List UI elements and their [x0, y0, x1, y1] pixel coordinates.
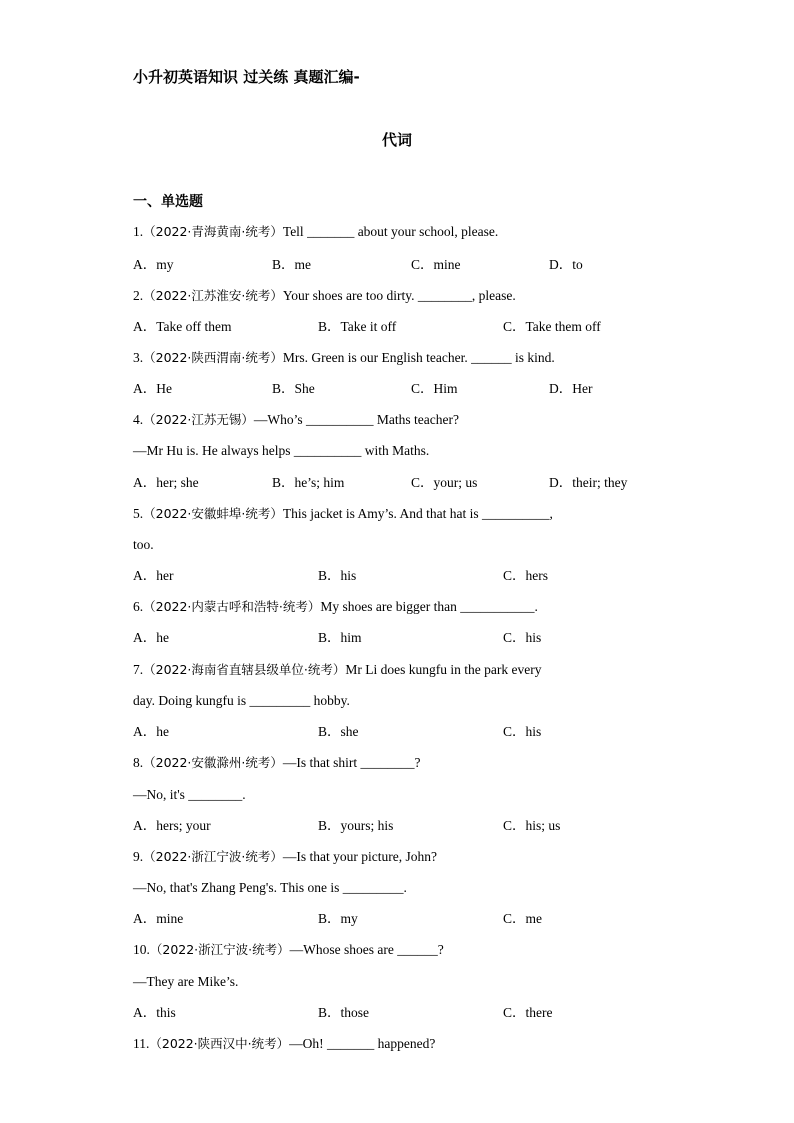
question-9-option-c[interactable]: C．me	[503, 911, 542, 926]
question-9-option-b[interactable]: B．my	[318, 911, 358, 926]
question-5-option-b[interactable]: B．his	[318, 568, 357, 583]
question-number: 6.	[133, 599, 144, 614]
question-8-option-b[interactable]: B．yours; his	[318, 818, 394, 833]
question-7-option-b[interactable]: B．she	[318, 724, 359, 739]
question-text: Mrs. Green is our English teacher. ______ is kind.	[282, 350, 555, 365]
question-source: （2022·内蒙古呼和浩特·统考）	[143, 599, 321, 614]
question-number: 5.	[133, 506, 144, 521]
question-number: 11.	[133, 1036, 150, 1051]
question-9-option-a[interactable]: A．mine	[133, 911, 184, 926]
question-10-continuation: —They are Mike’s.	[133, 974, 239, 989]
question-10-option-b[interactable]: B．those	[318, 1005, 370, 1020]
question-3-option-c[interactable]: C．Him	[411, 381, 458, 396]
question-source: （2022·海南省直辖县级单位·统考）	[143, 662, 346, 677]
question-4-option-b[interactable]: B．he’s; him	[272, 475, 345, 490]
question-5-continuation: too.	[133, 537, 154, 552]
question-6-option-c[interactable]: C．his	[503, 630, 542, 645]
question-2	[133, 287, 516, 305]
question-number: 4.	[133, 412, 144, 427]
question-1-option-c[interactable]: C．mine	[411, 257, 461, 272]
question-number: 3.	[133, 350, 144, 365]
question-2-option-a[interactable]: A．Take off them	[133, 319, 232, 334]
question-10-option-c[interactable]: C．there	[503, 1005, 553, 1020]
question-text: My shoes are bigger than ___________.	[320, 599, 538, 614]
question-4-option-a[interactable]: A．her; she	[133, 475, 199, 490]
question-text: —Is that your picture, John?	[282, 849, 437, 864]
question-4	[133, 411, 459, 429]
question-2-option-b[interactable]: B．Take it off	[318, 319, 397, 334]
question-number: 8.	[133, 755, 144, 770]
question-1-option-b[interactable]: B．me	[272, 257, 311, 272]
question-number: 1.	[133, 224, 144, 239]
question-source: （2022·浙江宁波·统考）	[149, 942, 290, 957]
question-text: —Who’s __________ Maths teacher?	[253, 412, 459, 427]
question-2-option-c[interactable]: C．Take them off	[503, 319, 601, 334]
question-8-option-c[interactable]: C．his; us	[503, 818, 561, 833]
question-4-option-d[interactable]: D．their; they	[549, 475, 628, 490]
question-number: 2.	[133, 288, 144, 303]
question-7-option-c[interactable]: C．his	[503, 724, 542, 739]
question-text: Your shoes are too dirty. ________, please.	[282, 288, 516, 303]
question-5	[133, 505, 553, 523]
question-7-option-a[interactable]: A．he	[133, 724, 169, 739]
question-10	[133, 941, 444, 959]
question-source: （2022·陕西汉中·统考）	[149, 1036, 290, 1051]
question-source: （2022·浙江宁波·统考）	[143, 849, 283, 864]
document-title: 小升初英语知识 过关练 真题汇编-	[133, 68, 360, 86]
document-subtitle: 代词	[381, 131, 412, 149]
question-7	[133, 661, 541, 679]
question-source: （2022·江苏淮安·统考）	[143, 288, 283, 303]
question-1-option-d[interactable]: D．to	[549, 257, 583, 272]
question-number: 7.	[133, 662, 144, 677]
question-text: Mr Li does kungfu in the park every	[345, 662, 542, 677]
question-6-option-b[interactable]: B．him	[318, 630, 362, 645]
question-9-continuation: —No, that's Zhang Peng's. This one is _________.	[133, 880, 407, 895]
question-number: 9.	[133, 849, 144, 864]
question-3-option-b[interactable]: B．She	[272, 381, 315, 396]
question-source: （2022·安徽滁州·统考）	[143, 755, 283, 770]
question-source: （2022·江苏无锡）	[143, 412, 254, 427]
question-4-continuation: —Mr Hu is. He always helps __________ with Maths.	[133, 443, 430, 458]
question-source: （2022·青海黄南·统考）	[143, 224, 283, 239]
question-6-option-a[interactable]: A．he	[133, 630, 169, 645]
question-1	[133, 223, 498, 241]
question-3-option-d[interactable]: D．Her	[549, 381, 593, 396]
question-7-continuation: day. Doing kungfu is _________ hobby.	[133, 693, 350, 708]
question-source: （2022·安徽蚌埠·统考）	[143, 506, 283, 521]
question-text: —Oh! _______ happened?	[289, 1036, 436, 1051]
section-heading: 一、单选题	[133, 194, 203, 210]
question-5-option-a[interactable]: A．her	[133, 568, 174, 583]
question-text: —Is that shirt ________?	[282, 755, 421, 770]
question-8	[133, 754, 421, 772]
question-text: This jacket is Amy’s. And that hat is __________,	[282, 506, 553, 521]
question-11	[133, 1035, 435, 1053]
question-number: 10.	[133, 942, 150, 957]
question-4-option-c[interactable]: C．your; us	[411, 475, 478, 490]
question-1-option-a[interactable]: A．my	[133, 257, 174, 272]
question-source: （2022·陕西渭南·统考）	[143, 350, 283, 365]
question-text: —Whose shoes are ______?	[289, 942, 444, 957]
question-8-option-a[interactable]: A．hers; your	[133, 818, 211, 833]
question-5-option-c[interactable]: C．hers	[503, 568, 548, 583]
question-9	[133, 848, 437, 866]
question-3-option-a[interactable]: A．He	[133, 381, 172, 396]
question-10-option-a[interactable]: A．this	[133, 1005, 176, 1020]
question-3	[133, 349, 555, 367]
question-6	[133, 598, 538, 616]
question-text: Tell _______ about your school, please.	[282, 224, 499, 239]
question-8-continuation: —No, it's ________.	[133, 787, 246, 802]
